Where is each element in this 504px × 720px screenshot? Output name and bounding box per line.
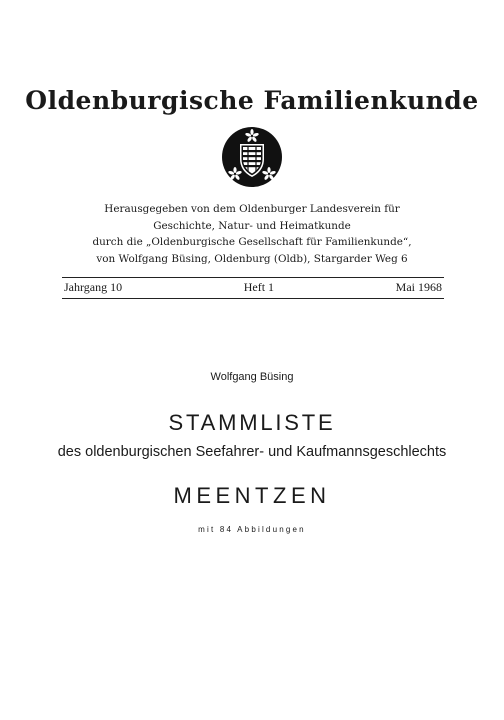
publisher-line: Geschichte, Natur- und Heimatkunde (153, 219, 351, 232)
journal-title: Oldenburgische Familienkunde (25, 86, 479, 115)
article-author: Wolfgang Büsing (210, 371, 294, 383)
issue-info-row (64, 280, 442, 295)
article-title: STAMMLISTE (168, 410, 336, 435)
volume-label: Jahrgang 10 (64, 280, 123, 294)
article-subtitle: des oldenburgischen Seefahrer- und Kaufmannsgeschlechts (57, 444, 447, 460)
publisher-line: von Wolfgang Büsing, Oldenburg (Oldb), Stargarder Weg 6 (96, 252, 408, 265)
family-name: MEENTZEN (173, 483, 331, 508)
publisher-line: durch die „Oldenburgische Gesellschaft für Familienkunde“, (92, 236, 412, 248)
issue-number: Heft 1 (243, 280, 275, 294)
top-divider (62, 277, 444, 278)
illustrations-note: mit 84 Abbildungen (198, 525, 306, 534)
oldenburg-coat-of-arms-icon (221, 126, 283, 188)
bottom-divider (62, 298, 444, 299)
publisher-statement (60, 201, 444, 267)
issue-date: Mai 1968 (395, 280, 442, 294)
publisher-line: Herausgegeben von dem Oldenburger Landesverein für (104, 203, 400, 215)
